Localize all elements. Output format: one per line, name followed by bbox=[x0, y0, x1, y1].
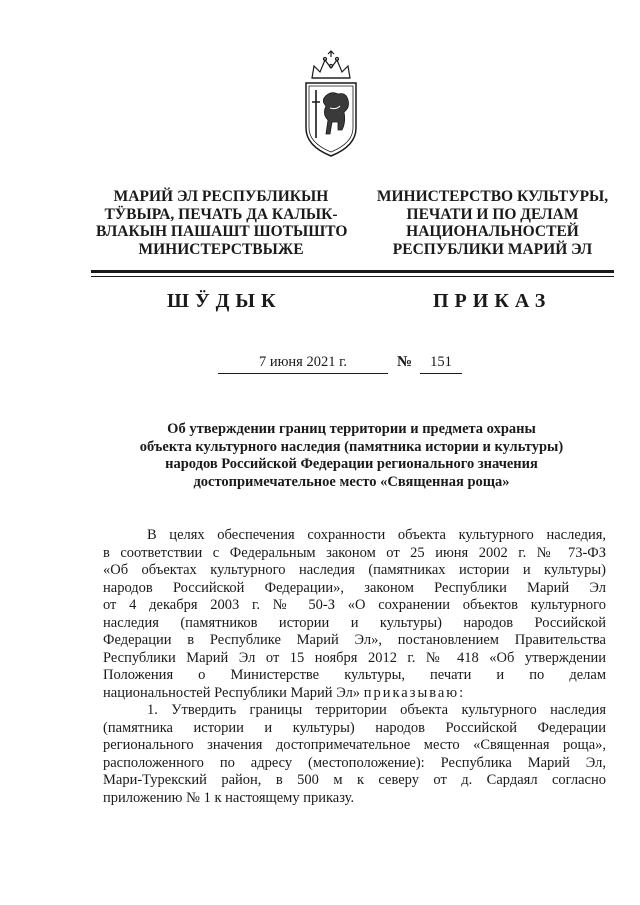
header-divider-thin bbox=[91, 276, 614, 277]
ministry-name-mari-line: ТӰВЫРА, ПЕЧАТЬ ДА КАЛЫК- bbox=[104, 205, 338, 223]
order-number: 151 bbox=[420, 354, 462, 374]
order-word-mari: ШӰДЫК bbox=[167, 290, 282, 312]
paragraph-2-line: Мари-Турекский район, в 500 м к северу от д. Сардаял согласно bbox=[103, 772, 606, 788]
paragraph-1-line: В целях обеспечения сохранности объекта культурного наследия, bbox=[147, 527, 606, 543]
ministry-name-russian bbox=[370, 188, 615, 258]
ministry-name-mari-line: ВЛАКЫН ПАШАШТ ШОТЫШТО bbox=[96, 223, 348, 240]
document-body bbox=[103, 527, 606, 807]
ministry-name-russian-line: НАЦИОНАЛЬНОСТЕЙ bbox=[406, 223, 579, 240]
paragraph-2-line: (памятника истории и культуры) народов Российской Федерации bbox=[103, 719, 606, 736]
ministry-name-mari bbox=[96, 188, 346, 258]
order-date: 7 июня 2021 г. bbox=[218, 354, 388, 374]
paragraph-1-line: Федерации в Республике Марий Эл», постановлением Правительства bbox=[103, 632, 606, 648]
order-word-russian: ПРИКАЗ bbox=[433, 290, 552, 312]
ministry-name-russian-line: РЕСПУБЛИКИ МАРИЙ ЭЛ bbox=[392, 240, 593, 258]
paragraph-1-line: «Об объектах культурного наследия (памятниках истории и культуры) bbox=[103, 562, 606, 578]
title-line: достопримечательное место «Священная роща» bbox=[193, 473, 510, 490]
paragraph-1-line: Республики Марий Эл от 15 ноября 2012 г. № 418 «Об утверждении bbox=[103, 649, 606, 666]
header-divider-thick bbox=[91, 270, 614, 273]
paragraph-2-last-line: приложению № 1 к настоящему приказу. bbox=[103, 789, 355, 806]
title-line: народов Российской Федерации регионального значения bbox=[165, 456, 538, 472]
paragraph-2-line: регионального значения достопримечательное место «Священная роща», bbox=[103, 737, 606, 753]
paragraph-1-line: в соответствии с Федеральным законом от 25 июня 2002 г. № 73-ФЗ bbox=[103, 544, 606, 561]
ministry-name-mari-line: МИНИСТЕРСТВЫЖЕ bbox=[138, 240, 304, 258]
paragraph-1-last-text: национальностей Республики Марий Эл» bbox=[103, 684, 361, 701]
paragraph-2-line: 1. Утвердить границы территории объекта культурного наследия bbox=[147, 702, 606, 718]
number-sign: № bbox=[397, 354, 413, 370]
title-line: объекта культурного наследия (памятника истории и культуры) bbox=[139, 438, 564, 455]
paragraph-1-line: наследия (памятников истории и культуры) народов Российской bbox=[103, 614, 606, 631]
ministry-name-russian-line: МИНИСТЕРСТВО КУЛЬТУРЫ, bbox=[376, 188, 609, 205]
coat-of-arms-icon bbox=[300, 50, 362, 160]
paragraph-1-line: Положения о Министерстве культуры, печати и по делам bbox=[103, 667, 606, 683]
paragraph-1-line: от 4 декабря 2003 г. № 50-З «О сохранении объектов культурного bbox=[103, 597, 606, 613]
ministry-name-mari-line: МАРИЙ ЭЛ РЕСПУБЛИКЫН bbox=[113, 188, 329, 205]
paragraph-1-last-line bbox=[103, 685, 606, 703]
paragraph-1-line: народов Российской Федерации», законом Республики Марий Эл bbox=[103, 579, 606, 596]
ministry-name-russian-line: ПЕЧАТИ И ПО ДЕЛАМ bbox=[406, 205, 579, 223]
order-verb: приказываю: bbox=[363, 684, 466, 701]
paragraph-2-line: расположенного по адресу (местоположение): Республика Марий Эл, bbox=[103, 754, 606, 771]
document-title bbox=[100, 421, 603, 491]
title-line: Об утверждении границ территории и предмета охраны bbox=[167, 421, 536, 437]
